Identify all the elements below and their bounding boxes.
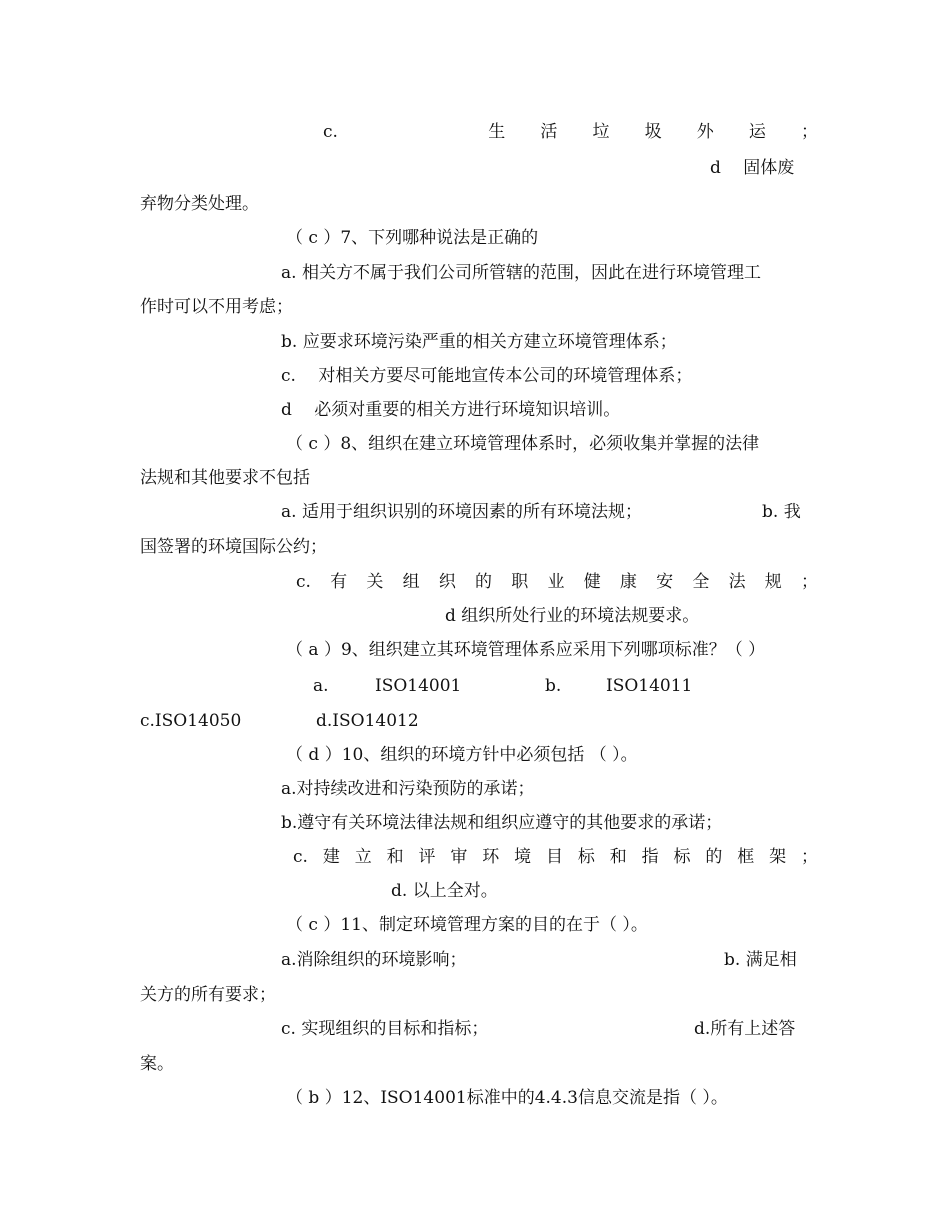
char: 的 [705, 847, 723, 867]
q10-option-a: a.对持续改进和污染预防的承诺； [281, 779, 535, 799]
char: 规 [764, 572, 782, 592]
question-11: （ c ）11、制定环境管理方案的目的在于（ ）。 [286, 915, 648, 935]
q11-option-b: b. 满足相 [724, 950, 797, 970]
q9-option-a-value: ISO14001 [375, 676, 462, 696]
question-9: （ a ）9、组织建立其环境管理体系应采用下列哪项标准？（ ） [286, 640, 766, 660]
question-8: （ c ）8、组织在建立环境管理体系时，必须收集并掌握的法律 [286, 434, 760, 454]
option-label: c. [323, 122, 338, 142]
char: 健 [583, 572, 601, 592]
q9-option-d: d.ISO14012 [316, 711, 419, 731]
char: ； [800, 847, 818, 867]
q9-option-c: c.ISO14050 [140, 711, 242, 731]
option-c-line-6 [323, 120, 818, 144]
char: 有 [330, 572, 348, 592]
char: 运 [748, 122, 766, 142]
char: 境 [514, 847, 532, 867]
option-d-line-6: d 固体废 [710, 158, 795, 178]
char: 业 [547, 572, 565, 592]
question-12: （ b ）12、ISO14001标准中的4.4.3信息交流是指（ ）。 [286, 1088, 728, 1108]
char: 职 [511, 572, 529, 592]
option-label: c. [296, 572, 311, 592]
char: 框 [737, 847, 755, 867]
char: 织 [438, 572, 456, 592]
char: 安 [656, 572, 674, 592]
q7-option-a: a. 相关方不属于我们公司所管辖的范围，因此在进行环境管理工 [281, 263, 761, 283]
char: 审 [450, 847, 468, 867]
char: ； [800, 122, 818, 142]
q11-option-d-continued: 案。 [140, 1054, 174, 1074]
q7-option-a-continued: 作时可以不用考虑； [140, 297, 293, 317]
char: 全 [692, 572, 710, 592]
question-8-continued: 法规和其他要求不包括 [140, 468, 310, 488]
q9-option-b-value: ISO14011 [606, 676, 693, 696]
char: 和 [386, 847, 404, 867]
char: 生 [488, 122, 506, 142]
q11-option-a: a.消除组织的环境影响； [281, 950, 467, 970]
char: 标 [673, 847, 691, 867]
q10-option-c [293, 845, 818, 869]
q9-option-b-label: b. [545, 676, 562, 696]
q8-option-c [296, 570, 818, 594]
char: 目 [545, 847, 563, 867]
char: 建 [322, 847, 340, 867]
q7-option-d: d 必须对重要的相关方进行环境知识培训。 [281, 400, 621, 420]
char: 垃 [592, 122, 610, 142]
char: 康 [619, 572, 637, 592]
char: 圾 [644, 122, 662, 142]
char: 和 [609, 847, 627, 867]
char: 活 [540, 122, 558, 142]
char: 立 [354, 847, 372, 867]
q8-option-b: b. 我 [762, 502, 801, 522]
option-label: c. [293, 847, 308, 867]
question-7: （ c ）7、下列哪种说法是正确的 [286, 228, 539, 248]
q11-option-c: c. 实现组织的目标和指标； [281, 1019, 489, 1039]
q11-option-b-continued: 关方的所有要求； [140, 985, 276, 1005]
question-10: （ d ）10、组织的环境方针中必须包括 （ ）。 [286, 745, 638, 765]
char: 关 [366, 572, 384, 592]
q7-option-c: c. 对相关方要尽可能地宣传本公司的环境管理体系； [281, 366, 693, 386]
q8-option-b-continued: 国签署的环境国际公约； [140, 537, 327, 557]
char: 法 [728, 572, 746, 592]
char: 指 [641, 847, 659, 867]
q10-option-b: b.遵守有关环境法律法规和组织应遵守的其他要求的承诺； [281, 813, 723, 833]
char: 架 [769, 847, 787, 867]
q11-option-d: d.所有上述答 [694, 1019, 796, 1039]
char: 评 [418, 847, 436, 867]
q7-option-b: b. 应要求环境污染严重的相关方建立环境管理体系； [281, 332, 677, 352]
char: 环 [482, 847, 500, 867]
q8-option-a: a. 适用于组织识别的环境因素的所有环境法规； [281, 502, 642, 522]
q8-option-d: d 组织所处行业的环境法规要求。 [445, 606, 700, 626]
char: 外 [696, 122, 714, 142]
char: 标 [577, 847, 595, 867]
char: 的 [475, 572, 493, 592]
continuation-line: 弃物分类处理。 [140, 194, 259, 214]
q9-option-a-label: a. [313, 676, 329, 696]
char: 组 [402, 572, 420, 592]
q10-option-d: d. 以上全对。 [391, 881, 498, 901]
char: ； [801, 572, 818, 592]
